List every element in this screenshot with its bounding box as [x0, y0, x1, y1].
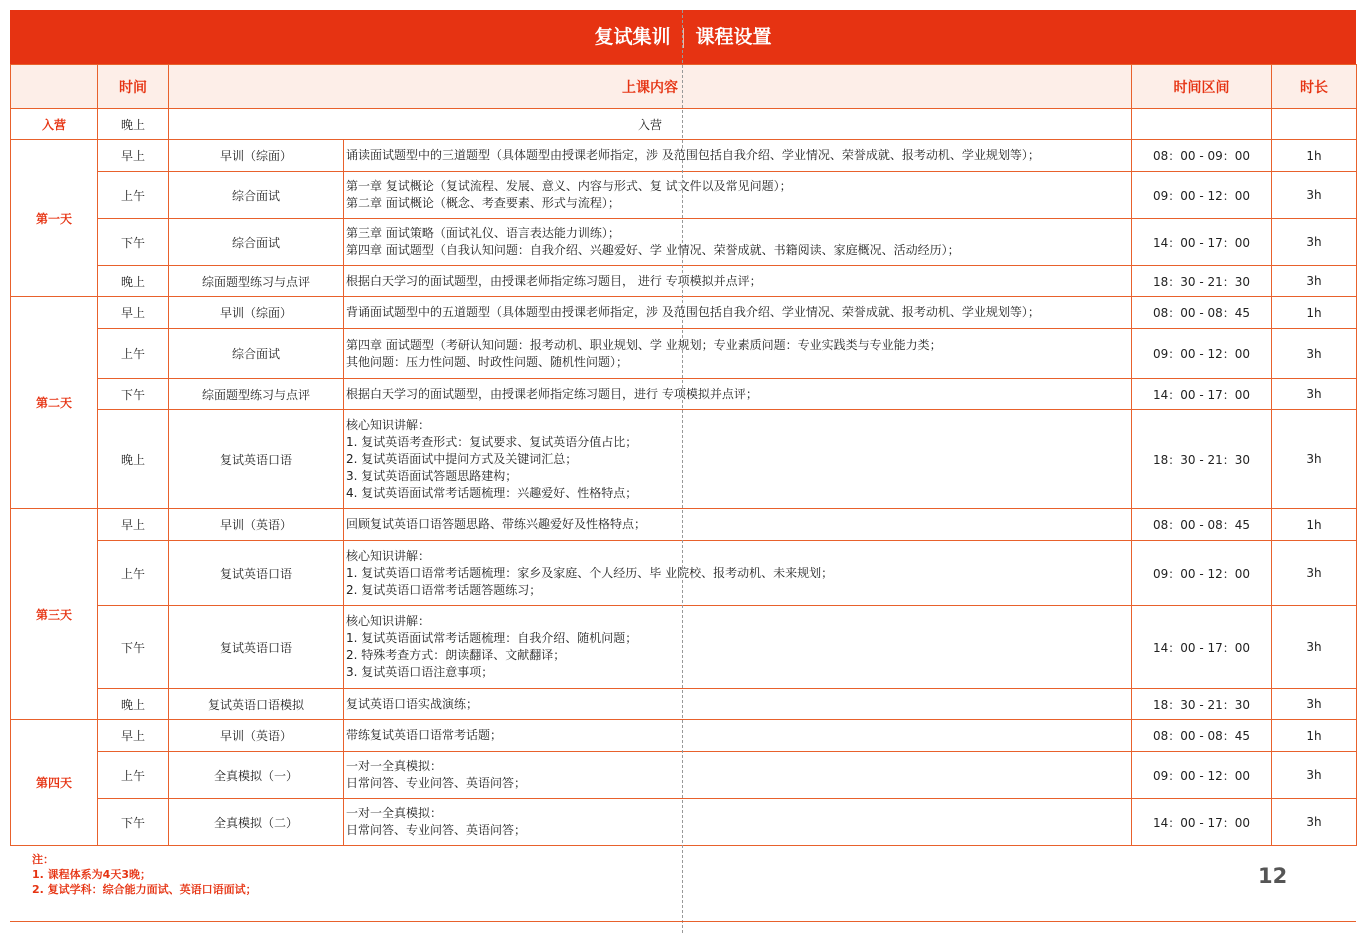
row-duration: 3h [1272, 410, 1357, 509]
row-duration: 3h [1272, 266, 1357, 297]
row-subject: 早训（英语） [169, 720, 344, 752]
row-time: 上午 [98, 752, 169, 799]
table-row [11, 541, 1357, 606]
fold-line [682, 10, 683, 933]
row-content: 第一章 复试概论（复试流程、发展、意义、内容与形式、复 试文件以及常见问题）； 第二章 面试概论（概念、考查要素、形式与流程）； [344, 172, 1132, 219]
row-subject: 综面题型练习与点评 [169, 266, 344, 297]
row-range: 18：30 - 21：30 [1132, 410, 1272, 509]
notes-block [32, 852, 257, 897]
row-range: 18：30 - 21：30 [1132, 266, 1272, 297]
header-day [11, 65, 98, 109]
row-content: 背诵面试题型中的五道题型（具体题型由授课老师指定，涉 及范围包括自我介绍、学业情况、荣誉成就、报考动机、学业规划等）； [344, 297, 1132, 329]
row-content: 第三章 面试策略（面试礼仪、语言表达能力训练）； 第四章 面试题型（自我认知问题：自我介绍、兴趣爱好、学 业情况、荣誉成就、书籍阅读、家庭概况、活动经历）； [344, 219, 1132, 266]
banner-title-left: 复试集训 [594, 26, 671, 48]
table-row [11, 752, 1357, 799]
row-time: 早上 [98, 297, 169, 329]
notes-line-2: 2. 复试学科：综合能力面试、英语口语面试； [32, 883, 257, 896]
row-content: 一对一全真模拟： 日常问答、专业问答、英语问答； [344, 799, 1132, 846]
row-duration: 1h [1272, 720, 1357, 752]
header-content: 上课内容 [169, 65, 1132, 109]
row-content: 根据白天学习的面试题型，由授课老师指定练习题目， 进行 专项模拟并点评； [344, 266, 1132, 297]
table-row [11, 720, 1357, 752]
row-duration: 3h [1272, 752, 1357, 799]
table-row [11, 329, 1357, 379]
row-subject: 综合面试 [169, 329, 344, 379]
entry-duration [1272, 109, 1357, 140]
row-range: 09：00 - 12：00 [1132, 329, 1272, 379]
page-number: 12 [1258, 864, 1288, 888]
row-range: 14：00 - 17：00 [1132, 606, 1272, 689]
row-duration: 1h [1272, 140, 1357, 172]
table-row [11, 140, 1357, 172]
row-content: 带练复试英语口语常考话题； [344, 720, 1132, 752]
row-duration: 3h [1272, 172, 1357, 219]
row-time: 上午 [98, 172, 169, 219]
row-subject: 复试英语口语模拟 [169, 689, 344, 720]
row-duration: 1h [1272, 509, 1357, 541]
table-row [11, 172, 1357, 219]
row-subject: 综合面试 [169, 219, 344, 266]
row-duration: 3h [1272, 379, 1357, 410]
row-subject: 早训（综面） [169, 297, 344, 329]
banner-title-right: 课程设置 [695, 26, 772, 48]
row-time: 下午 [98, 219, 169, 266]
bottom-divider [10, 921, 1356, 922]
row-range: 18：30 - 21：30 [1132, 689, 1272, 720]
entry-row [11, 109, 1357, 140]
row-time: 下午 [98, 799, 169, 846]
row-subject: 早训（综面） [169, 140, 344, 172]
row-range: 08：00 - 08：45 [1132, 720, 1272, 752]
row-range: 09：00 - 12：00 [1132, 172, 1272, 219]
row-time: 早上 [98, 720, 169, 752]
day-label: 第四天 [11, 720, 98, 846]
row-time: 晚上 [98, 266, 169, 297]
entry-content: 入营 [169, 109, 1132, 140]
row-duration: 3h [1272, 799, 1357, 846]
row-time: 下午 [98, 379, 169, 410]
row-subject: 综合面试 [169, 172, 344, 219]
row-range: 09：00 - 12：00 [1132, 541, 1272, 606]
table-header-row [11, 65, 1357, 109]
table-row [11, 606, 1357, 689]
row-time: 早上 [98, 140, 169, 172]
row-range: 08：00 - 08：45 [1132, 297, 1272, 329]
entry-range [1132, 109, 1272, 140]
row-duration: 3h [1272, 689, 1357, 720]
row-duration: 3h [1272, 606, 1357, 689]
row-subject: 复试英语口语 [169, 606, 344, 689]
row-time: 上午 [98, 329, 169, 379]
row-duration: 1h [1272, 297, 1357, 329]
row-subject: 综面题型练习与点评 [169, 379, 344, 410]
header-time: 时间 [98, 65, 169, 109]
notes-title: 注： [32, 853, 54, 866]
table-row [11, 689, 1357, 720]
row-subject: 全真模拟（一） [169, 752, 344, 799]
header-range: 时间区间 [1132, 65, 1272, 109]
table-row [11, 219, 1357, 266]
notes-line-1: 1. 课程体系为4天3晚； [32, 868, 151, 881]
schedule-table [10, 64, 1357, 846]
row-range: 08：00 - 09：00 [1132, 140, 1272, 172]
day-label: 第三天 [11, 509, 98, 720]
table-row [11, 379, 1357, 410]
row-subject: 全真模拟（二） [169, 799, 344, 846]
table-row [11, 297, 1357, 329]
row-subject: 早训（英语） [169, 509, 344, 541]
table-row [11, 799, 1357, 846]
row-duration: 3h [1272, 329, 1357, 379]
row-content: 回顾复试英语口语答题思路、带练兴趣爱好及性格特点； [344, 509, 1132, 541]
row-duration: 3h [1272, 541, 1357, 606]
row-time: 早上 [98, 509, 169, 541]
row-content: 第四章 面试题型（考研认知问题：报考动机、职业规划、学 业规划；专业素质问题：专业实践类与专业能力类； 其他问题：压力性问题、时政性问题、随机性问题）； [344, 329, 1132, 379]
row-time: 晚上 [98, 689, 169, 720]
entry-time: 晚上 [98, 109, 169, 140]
day-label: 第二天 [11, 297, 98, 509]
row-range: 14：00 - 17：00 [1132, 379, 1272, 410]
table-row [11, 266, 1357, 297]
day-label: 第一天 [11, 140, 98, 297]
row-subject: 复试英语口语 [169, 410, 344, 509]
row-range: 14：00 - 17：00 [1132, 219, 1272, 266]
row-range: 14：00 - 17：00 [1132, 799, 1272, 846]
row-subject: 复试英语口语 [169, 541, 344, 606]
row-content: 核心知识讲解： 1. 复试英语考查形式：复试要求、复试英语分值占比； 2. 复试英语面试中提问方式及关键词汇总； 3. 复试英语面试答题思路建构； 4. 复试英语面试常考话题梳理：兴趣爱好、性格特点； [344, 410, 1132, 509]
row-content: 复试英语口语实战演练； [344, 689, 1132, 720]
row-content: 诵读面试题型中的三道题型（具体题型由授课老师指定，涉 及范围包括自我介绍、学业情况、荣誉成就、报考动机、学业规划等）； [344, 140, 1132, 172]
row-time: 下午 [98, 606, 169, 689]
table-row [11, 509, 1357, 541]
row-range: 08：00 - 08：45 [1132, 509, 1272, 541]
header-duration: 时长 [1272, 65, 1357, 109]
row-duration: 3h [1272, 219, 1357, 266]
row-content: 一对一全真模拟： 日常问答、专业问答、英语问答； [344, 752, 1132, 799]
row-time: 上午 [98, 541, 169, 606]
row-content: 核心知识讲解： 1. 复试英语口语常考话题梳理：家乡及家庭、个人经历、毕 业院校、报考动机、未来规划； 2. 复试英语口语常考话题答题练习； [344, 541, 1132, 606]
row-time: 晚上 [98, 410, 169, 509]
entry-day: 入营 [11, 109, 98, 140]
row-content: 根据白天学习的面试题型，由授课老师指定练习题目，进行 专项模拟并点评； [344, 379, 1132, 410]
row-content: 核心知识讲解： 1. 复试英语面试常考话题梳理：自我介绍、随机问题； 2. 特殊考查方式：朗读翻译、文献翻译； 3. 复试英语口语注意事项； [344, 606, 1132, 689]
title-banner [10, 10, 1356, 64]
table-row [11, 410, 1357, 509]
row-range: 09：00 - 12：00 [1132, 752, 1272, 799]
